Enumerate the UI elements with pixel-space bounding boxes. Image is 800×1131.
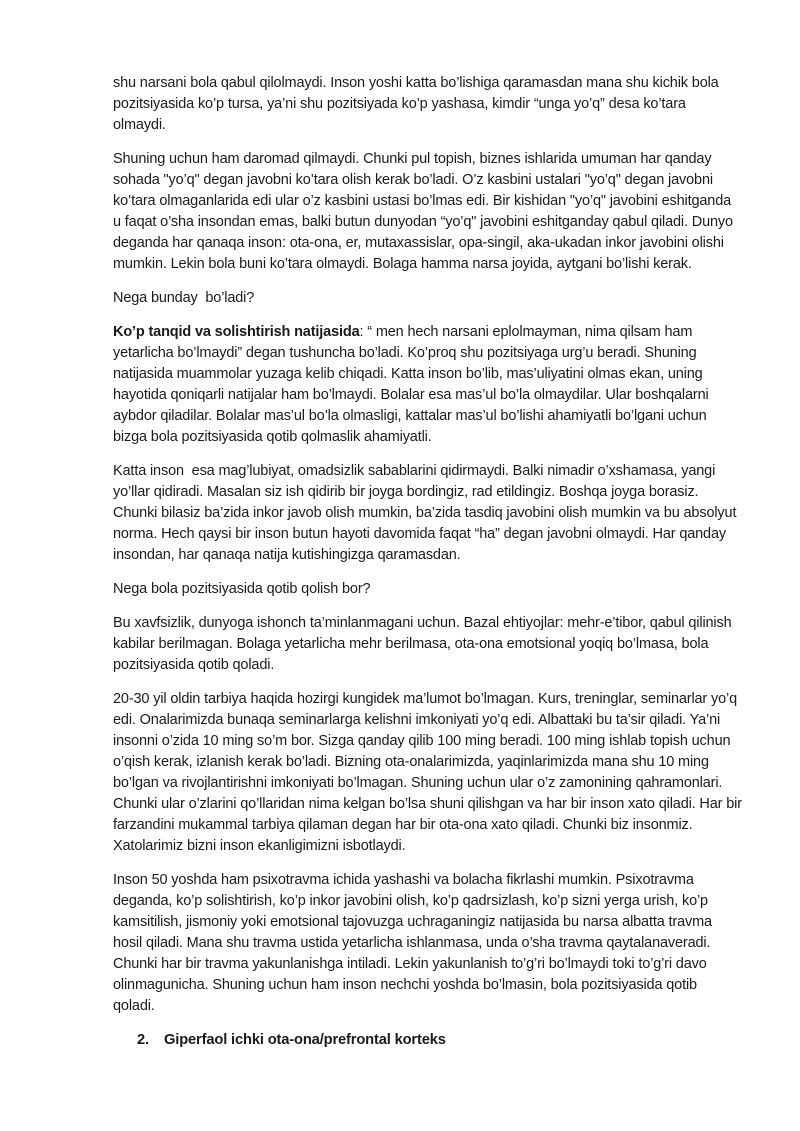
question-nega-bola: Nega bola pozitsiyasida qotib qolish bor? xyxy=(113,581,371,597)
paragraph-tanqid xyxy=(113,322,742,448)
paragraph-psixotravma: Inson 50 yoshda ham psixotravma ichida yashashi va bolacha fikrlashi mumkin. Psixotravma deganda, ko’p solishtirish, ko’p inkor javobini olish, ko’p qadrsizlash, ko’p sizni yerga urish, ko’p kamsitilish, jismoniy yoki emotsional tajovuzga uchraganingiz natijasida bu narsa albatta travma hosil qiladi. Mana shu travma ustida yetarlicha ishlanmasa, unda o’sha travma qaytalanaveradi. Chunki har bir travma yakunlanishga intiladi. Lekin yakunlanish to’g’ri bo’lmaydi toki to’g’ri davo olinmagunicha. Shuning uchun ham inson nechchi yoshda bo’lmasin, bola pozitsiyasida qotib qoladi. xyxy=(113,872,716,1014)
paragraph-tarbiya: 20-30 yil oldin tarbiya haqida hozirgi kungidek ma’lumot bo’lmagan. Kurs, treninglar, seminarlar yo’q edi. Onalarimizda bunaqa seminarlarga kelishni imkoniyati yo’q edi. Albattaki bu ta’sir qiladi. Ya’ni insonni o’zida 10 ming so’m bor. Sizga qanday qilib 100 ming beradi. 100 ming ishlab topish uchun o’qish kerak, izlanish kerak bo’ladi. Bizning ota-onalarimizda, yaqinlarimizda mana shu 10 ming bo’lgan va rivojlantirishni imkoniyati bo’lmagan. Shuning uchun ular o’z zamonining qahramonlari. Chunki ular o’zlarini qo’llaridan nima kelgan bo’lsa shuni qilishgan va har bir inson xato qiladi. Har bir farzandini mukammal tarbiya qilaman degan har bir ota-ona xato qiladi. Chunki biz insonmiz. Xatolarimiz bizni inson ekanligimizni isbotlaydi. xyxy=(113,691,746,854)
bold-lead-tanqid: Ko’p tanqid va solishtirish natijasida xyxy=(113,324,360,340)
heading-label: Giperfaol ichki ota-ona/prefrontal korteks xyxy=(164,1032,446,1048)
paragraph-xavfsizlik: Bu xavfsizlik, dunyoga ishonch ta’minlanmagani uchun. Bazal ehtiyojlar: mehr-e’tibor, qabul qilinish kabilar berilmagan. Bolaga yetarlicha mehr berilmasa, ota-ona emotsional yoqiq bo’lmasa, bola pozitsiyasida qotib qoladi. xyxy=(113,615,736,673)
paragraph-daromad: Shuning uchun ham daromad qilmaydi. Chunki pul topish, biznes ishlarida umuman har qanday sohada "yo’q" degan javobni ko’tara olish kerak bo’ladi. O’z kasbini ustalari "yo’q" degan javobni ko’tara olmaganlarida edi ular o’z kasbini ustasi bo’lmas edi. Bir kishidan "yo’q" javobini eshitganda u faqat o’sha insondan emas, balki butun dunyodan “yo’q" javobini eshitganday qabul qiladi. Dunyo deganda har qanaqa inson: ota-ona, er, mutaxassislar, opa-singil, aka-ukadan inkor javobini olishi mumkin. Lekin bola buni ko’tara olmaydi. Bolaga hamma narsa joyida, aytgani bo’lishi kerak. xyxy=(113,151,737,272)
paragraph-tanqid-body: : “ men hech narsani eplolmayman, nima qilsam ham yetarlicha bo’lmaydi” degan tushuncha bo’ladi. Ko’proq shu pozitsiyaga urg’u beradi. Shuning natijasida muammolar yuzaga kelib chiqadi. Katta inson bo’lib, mas’uliyatini olmas ekan, uning hayotida qoniqarli natijalar ham bo’lmaydi. Bolalar esa mas’ul bo’la olmaydilar. Ular boshqalarni aybdor qiladilar. Bolalar mas’ul bo’la olmasligi, kattalar mas’ul bo’lishi ahamiyatli bo’lgani uchun bizga bola pozitsiyasida qotib qolmaslik ahamiyatli. xyxy=(113,324,713,445)
paragraph-katta-inson: Katta inson esa mag’lubiyat, omadsizlik sabablarini qidirmaydi. Balki nimadir o’xshamasa, yangi yo’llar qidiradi. Masalan siz ish qidirib bir joyga bordingiz, rad etildingiz. Boshqa joyga borasiz. Chunki bilasiz ba’zida inkor javob olish mumkin, ba’zida tasdiq javobini olish mumkin va bu absolyut norma. Hech qaysi bir inson butun hayoti davomida faqat “ha” degan javobni olmaydi. Har qanday insondan, har qanaqa natija kutishingizga qaramasdan. xyxy=(113,463,741,563)
heading-number: 2. xyxy=(137,1032,149,1048)
paragraph-intro: shu narsani bola qabul qilolmaydi. Inson yoshi katta bo’lishiga qaramasdan mana shu kichik bola pozitsiyasida ko’p tursa, ya’ni shu pozitsiyada ko’p yashasa, kimdir “unga yo’q” desa ko’tara olmaydi. xyxy=(113,75,723,133)
numbered-heading-giperfaol xyxy=(113,1030,742,1051)
question-nega-bunday: Nega bunday bo’ladi? xyxy=(113,290,255,306)
